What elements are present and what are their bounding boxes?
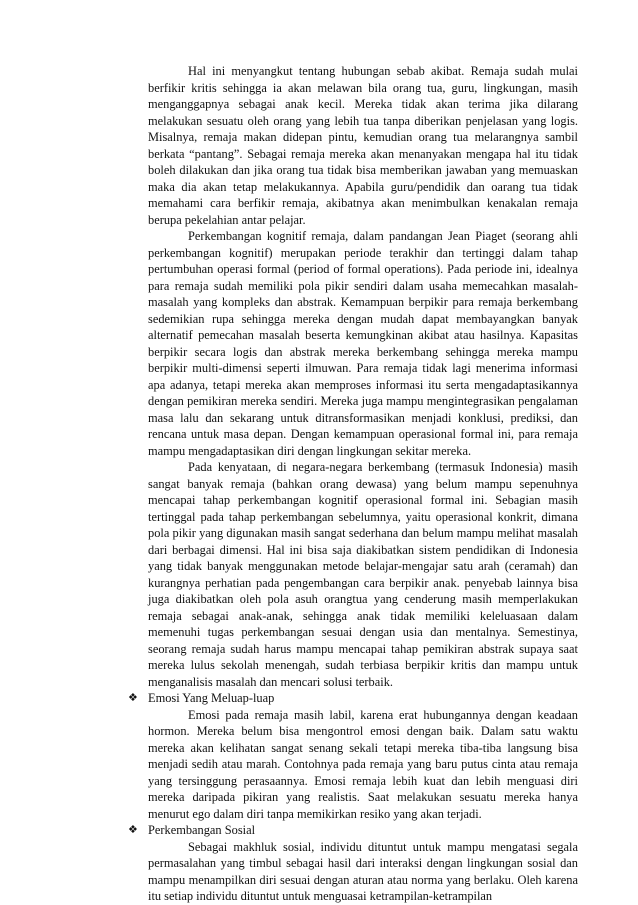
- paragraph-social: Sebagai makhluk sosial, individu dituntut untuk mampu mengatasi segala permasalahan yang timbul sebagai hasil dari interaksi dengan lingkungan sosial dan mampu menampilkan diri sesuai dengan aturan atau norma yang berlaku. Oleh karena itu setiap individu dituntut untuk menguasai ketrampilan-ketrampilan: [148, 839, 578, 903]
- section-heading-text: Perkembangan Sosial: [148, 823, 256, 837]
- paragraph-emotion: Emosi pada remaja masih labil, karena erat hubungannya dengan keadaan hormon. Mereka belum bisa mengontrol emosi dengan baik. Dalam satu waktu mereka akan kelihatan sangat senang sekali tetapi mereka tiba-tiba langsung bisa menjadi sedih atau marah. Contohnya pada remaja yang baru putus cinta atau remaja yang tersinggung perasaannya. Emosi remaja lebih kuat dan lebih menguasi diri mereka daripada pikiran yang realistis. Saat melakukan sesuatu mereka hanya menurut ego dalam diri tanpa memikirkan resiko yang akan terjadi.: [148, 707, 578, 821]
- section-heading-emotion: [128, 690, 578, 707]
- section-heading-text: Emosi Yang Meluap-luap: [148, 691, 275, 705]
- document-page: [128, 63, 578, 905]
- diamond-bullet-icon: ❖: [128, 823, 138, 836]
- paragraph-causality: Hal ini menyangkut tentang hubungan sebab akibat. Remaja sudah mulai berfikir kritis sehingga ia akan melawan bila orang tua, guru, lingkungan, masih menganggapnya sebagai anak kecil. Mereka tidak akan terima jika dilarang melakukan sesuatu oleh orang yang lebih tua tanpa diberikan penjelasan yang logis. Misalnya, remaja makan didepan pintu, kemudian orang tua melarangnya sambil berkata “pantang”. Sebagai remaja mereka akan menanyakan mengapa hal itu tidak boleh dilakukan dan jika orang tua tidak bisa memberikan jawaban yang memuaskan maka dia akan tetap melakukannya. Apabila guru/pendidik dan oarang tua tidak memahami cara berfikir remaja, akibatnya akan menimbulkan kenakalan remaja berupa pekelahian antar pelajar.: [148, 64, 578, 227]
- diamond-bullet-icon: ❖: [128, 691, 138, 704]
- paragraph-indonesia-reality: Pada kenyataan, di negara-negara berkembang (termasuk Indonesia) masih sangat banyak remaja (bahkan orang dewasa) yang belum mampu sepenuhnya mencapai tahap perkembangan kognitif operasional formal ini. Sebagian masih tertinggal pada tahap perkembangan sebelumnya, yaitu operasional konkrit, dimana pola pikir yang digunakan masih sangat sederhana dan belum mampu melihat masalah dari berbagai dimensi. Hal ini bisa saja diakibatkan sistem pendidikan di Indonesia yang tidak banyak menggunakan metode belajar-mengajar satu arah (ceramah) dan kurangnya perhatian pada pengembangan cara berpikir anak. penyebab lainnya bisa juga diakibatkan oleh pola asuh orangtua yang cenderung masih memperlakukan remaja sebagai anak-anak, sehingga anak tidak memiliki keleluasaan dalam memenuhi tugas perkembangan sesuai dengan usia dan mentalnya. Semestinya, seorang remaja sudah harus mampu mencapai tahap pemikiran abstrak supaya saat mereka lulus sekolah menengah, sudah terbiasa berpikir kritis dan mampu untuk menganalisis masalah dan mencari solusi terbaik.: [148, 460, 578, 689]
- paragraph-piaget-cognitive: Perkembangan kognitif remaja, dalam pandangan Jean Piaget (seorang ahli perkembangan kognitif) merupakan periode terakhir dan tertinggi dalam tahap pertumbuhan operasi formal (period of formal operations). Pada periode ini, idealnya para remaja sudah memiliki pola pikir sendiri dalam usaha memecahkan masalah-masalah yang kompleks dan abstrak. Kemampuan berpikir para remaja berkembang sedemikian rupa sehingga mereka dengan mudah dapat membayangkan banyak alternatif pemecahan masalah beserta kemungkinan akibat atau hasilnya. Kapasitas berpikir secara logis dan abstrak mereka berkembang sehingga mereka mampu berpikir multi-dimensi seperti ilmuwan. Para remaja tidak lagi menerima informasi apa adanya, tetapi mereka akan memproses informasi itu serta mengadaptasikannya dengan pemikiran mereka sendiri. Mereka juga mampu mengintegrasikan pengalaman masa lalu dan sekarang untuk ditransformasikan menjadi konklusi, prediksi, dan rencana untuk masa depan. Dengan kemampuan operasional formal ini, para remaja mampu mengadaptasikan diri dengan lingkungan sekitar mereka.: [148, 229, 578, 458]
- section-heading-social: [128, 822, 578, 839]
